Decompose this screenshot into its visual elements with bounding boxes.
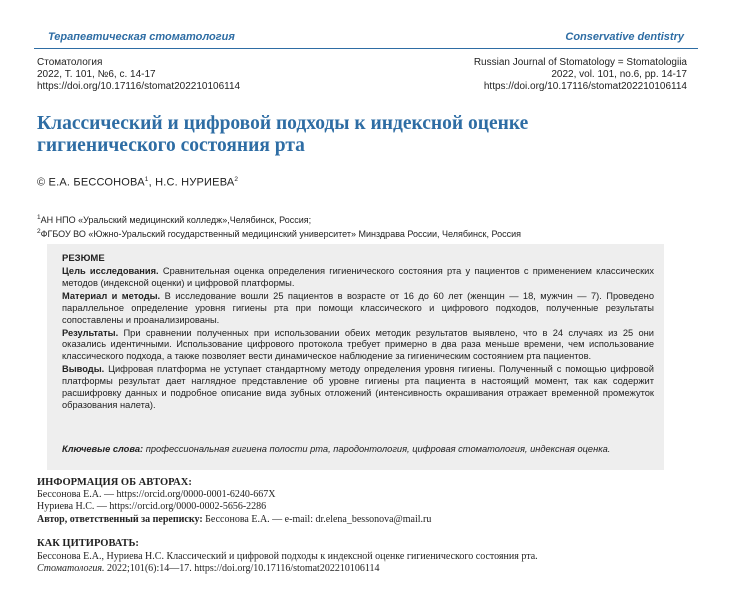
affiliation-1: $^1$АН НПО «Уральский медицинский колледж»,Челябинск, Россия; bbox=[37, 214, 312, 225]
abstract-methods: Материал и методы. В исследование вошли 25 пациентов в возрасте от 16 до 60 лет (женщин — 18, мужчин — 7). Проведено параллельное определение уровня гигиены рта при помощи классического и цифрового подходов, полученные результаты сопоставлены и проанализированы. bbox=[62, 290, 654, 325]
abstract-results: Результаты. При сравнении полученных при использовании обеих методик результатов выявлено, что в 24 случаях из 25 они оказались идентичными. Использование цифрового протокола требует примерно в два раза меньше времени, чем использование классического подхода, а также позволяет вести динамическое наблюдение за гигиеническим состоянием рта пациентов. bbox=[62, 327, 654, 362]
citation-en bbox=[474, 57, 687, 93]
author-1: © Е.А. БЕССОНОВА bbox=[37, 176, 145, 189]
author-orcid-1[interactable]: Бессонова Е.А. — https://orcid.org/0000-0001-6240-667X bbox=[37, 489, 276, 500]
how-to-cite-line-2: Стоматология. 2022;101(6):14—17. https://doi.org/10.17116/stomat202210106114 bbox=[37, 563, 380, 575]
corresponding-author: Автор, ответственный за переписку: Бессонова Е.А. — e-mail: dr.elena_bessonova@mail.ru bbox=[37, 513, 432, 525]
author-1-affil: 1 bbox=[144, 176, 149, 183]
section-title-en: Conservative dentistry bbox=[565, 31, 684, 43]
abstract-conclusions: Выводы. Цифровая платформа не уступает стандартному методу определения уровня гигиены. Полученный с помощью цифровой платформы результат дает наглядное представление об уровне гигиены рта пациента в настоящий момент, так как содержит расшифровку данных и подробное описание вида зубных отложений (интенсивность окрашивания отражает временной промежуток образования налета). bbox=[62, 364, 654, 410]
how-to-cite-line-1: Бессонова Е.А., Нуриева Н.С. Классический и цифровой подходы к индексной оценке гигиенического состояния рта. bbox=[37, 551, 538, 562]
abstract-heading: РЕЗЮМЕ bbox=[62, 253, 105, 264]
affiliation-2: $^2$ФГБОУ ВО «Южно-Уральский государственный медицинский университет» Минздрава России, Челябинск, Россия bbox=[37, 228, 521, 239]
abstract-body bbox=[62, 266, 654, 413]
how-to-cite bbox=[37, 551, 538, 576]
citation-ru-issue: 2022, Т. 101, №6, с. 14-17 bbox=[37, 69, 156, 80]
citation-en-doi[interactable]: https://doi.org/10.17116/stomat202210106114 bbox=[483, 81, 687, 92]
author-2: , Н.С. НУРИЕВА bbox=[148, 176, 235, 189]
author-info bbox=[37, 489, 431, 526]
journal-header bbox=[34, 28, 698, 49]
citation-ru-doi[interactable]: https://doi.org/10.17116/stomat202210106114 bbox=[37, 81, 241, 92]
section-title-ru: Терапевтическая стоматология bbox=[48, 31, 235, 43]
author-2-affil: 2 bbox=[234, 176, 239, 183]
abstract-aim: Цель исследования. Сравнительная оценка определения гигиенического состояния рта у пациентов с применением классических методов (индексной оценки) и цифровой платформы. bbox=[62, 266, 654, 288]
keywords: Ключевые слова: профессиональная гигиена полости рта, пародонтология, цифровая стоматология, индексная оценка. bbox=[62, 444, 611, 454]
author-line bbox=[37, 176, 238, 189]
author-info-heading: ИНФОРМАЦИЯ ОБ АВТОРАХ: bbox=[37, 477, 192, 488]
citation-ru-journal: Стоматология bbox=[37, 57, 103, 68]
how-to-cite-heading: КАК ЦИТИРОВАТЬ: bbox=[37, 538, 139, 549]
abstract-box bbox=[47, 244, 664, 470]
citation-en-issue: 2022, vol. 101, no.6, pp. 14-17 bbox=[551, 69, 687, 80]
article-title: Классический и цифровой подходы к индексной оценке гигиенического состояния рта bbox=[37, 113, 529, 156]
affiliations bbox=[37, 212, 521, 240]
author-orcid-2[interactable]: Нуриева Н.С. — https://orcid.org/0000-0002-5656-2286 bbox=[37, 501, 267, 513]
citation-ru bbox=[37, 57, 240, 93]
citation-en-journal: Russian Journal of Stomatology = Stomatologiia bbox=[473, 57, 687, 68]
